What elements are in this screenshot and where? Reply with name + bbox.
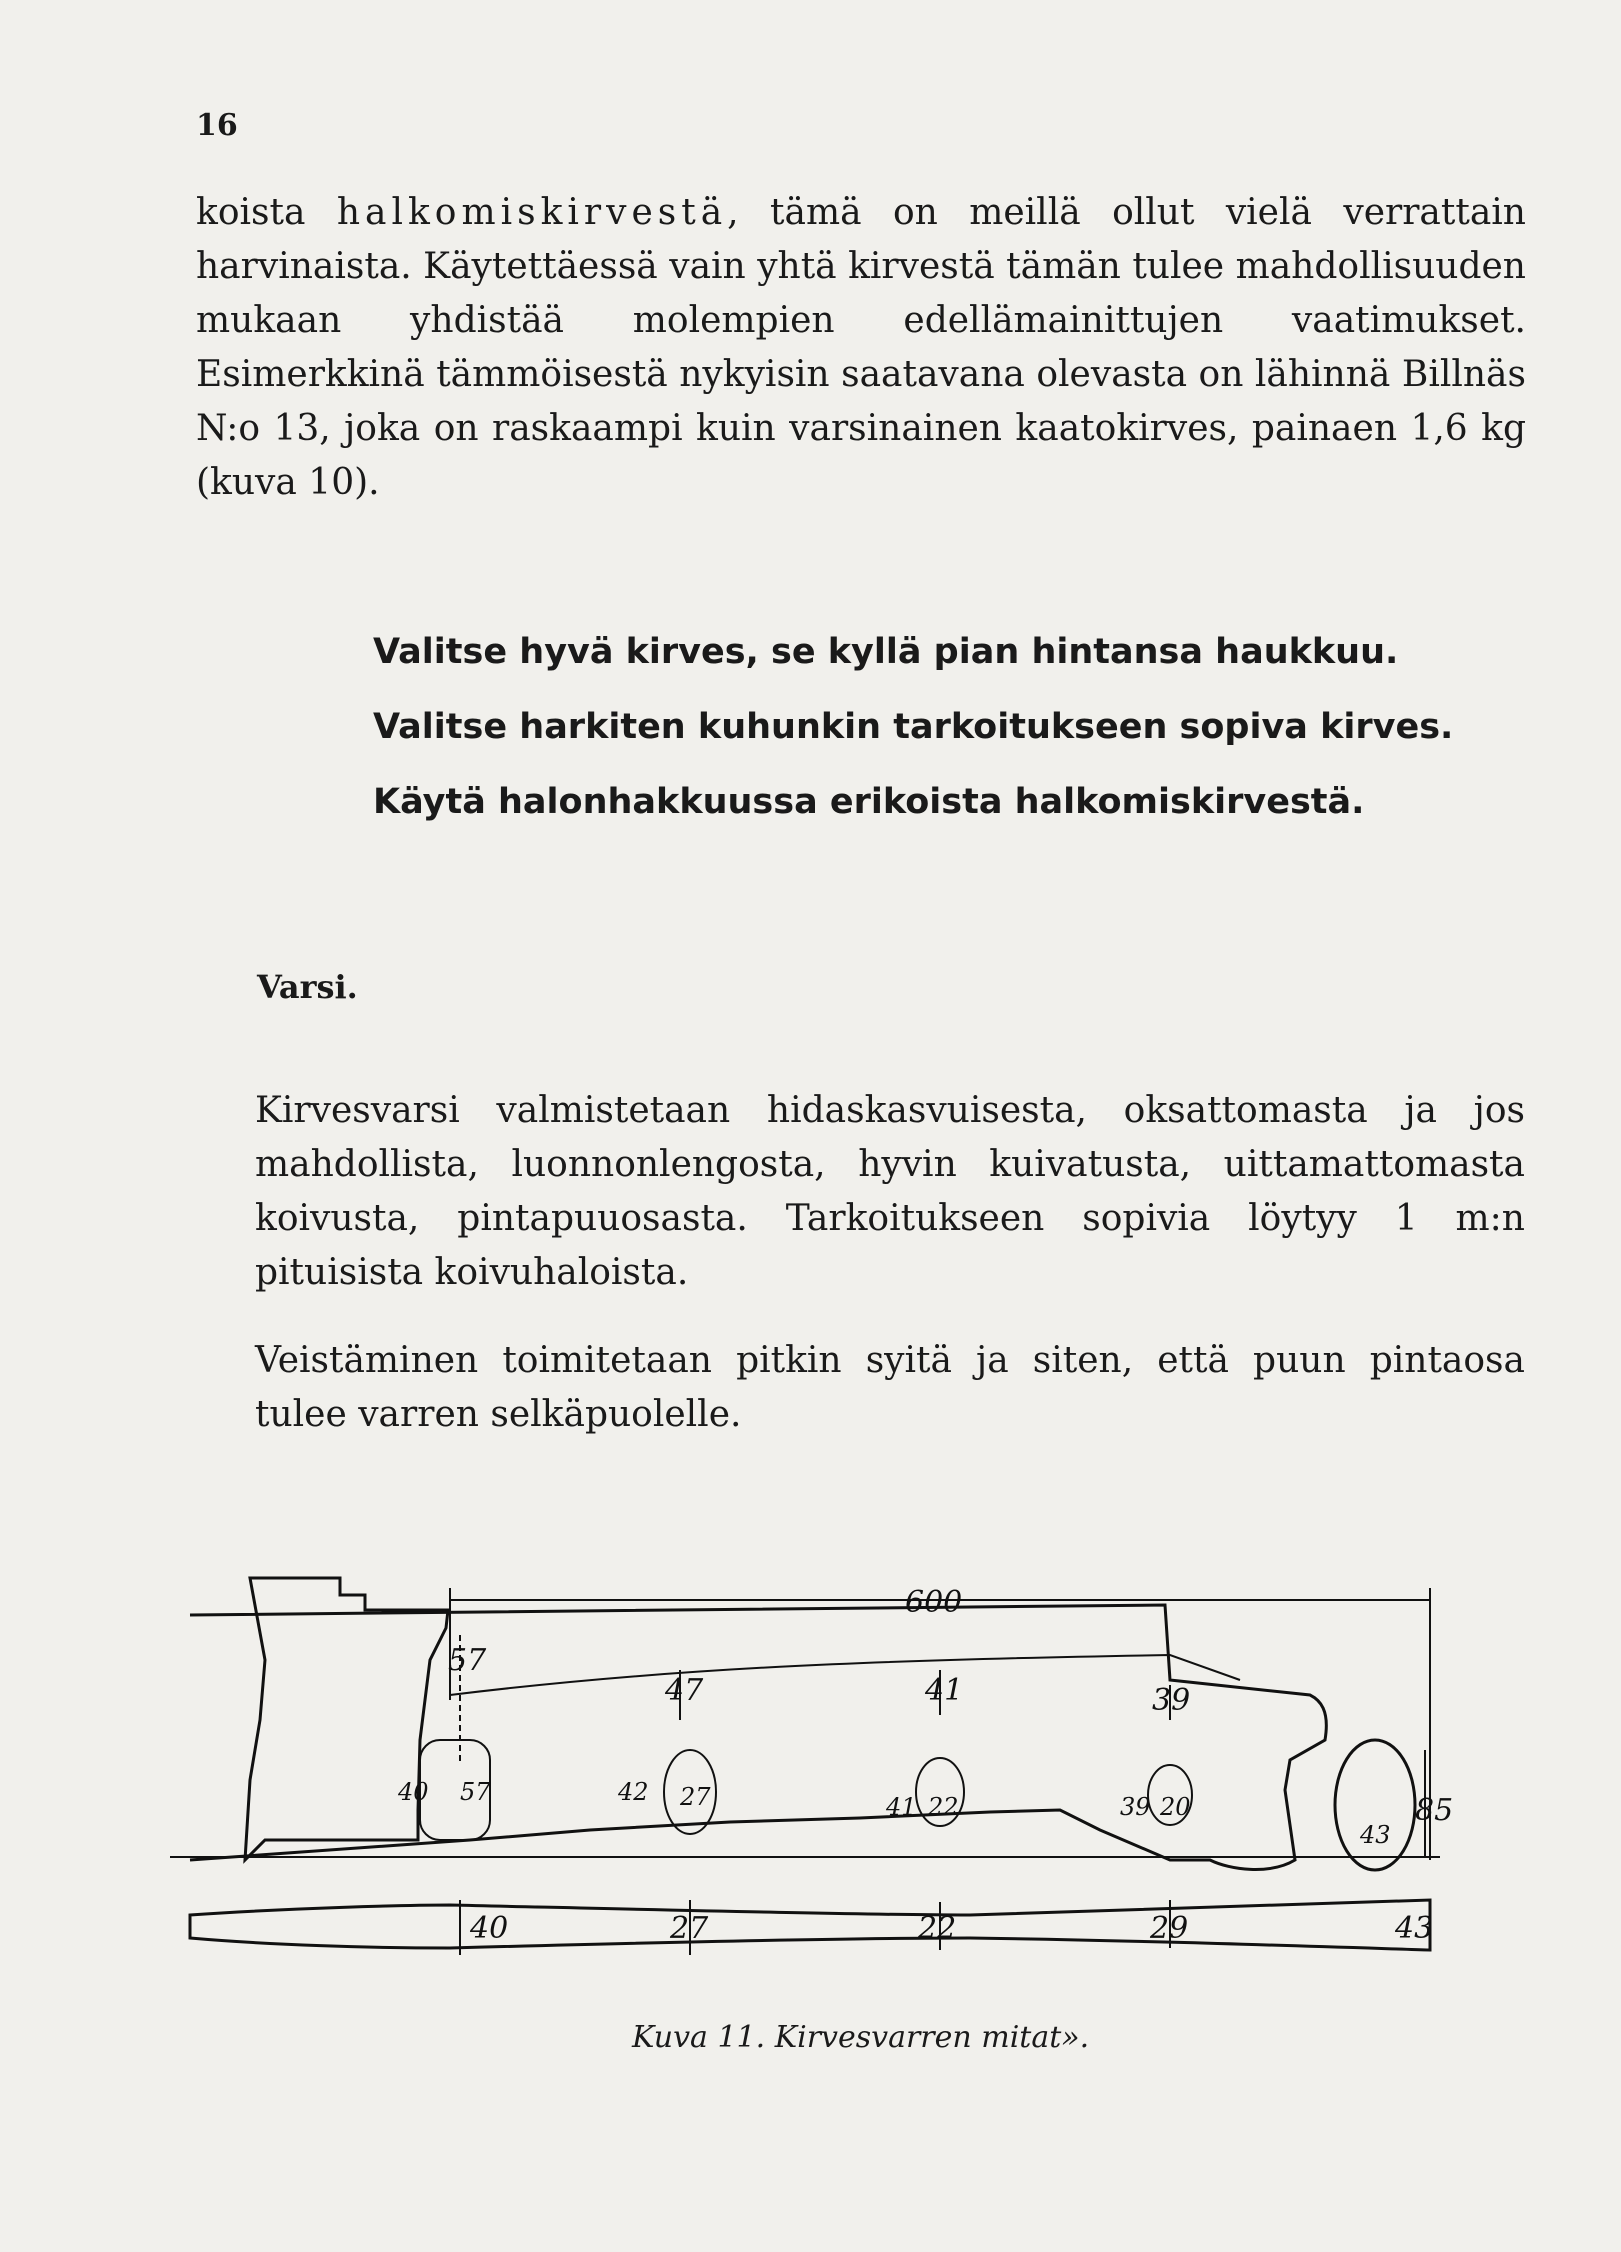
handle-back-curve: [450, 1655, 1240, 1695]
cross-width-2: 42: [618, 1778, 649, 1806]
axe-handle-figure: [170, 1560, 1470, 1990]
motto-line: Valitse hyvä kirves, se kyllä pian hintansa haukkuu.: [373, 632, 1399, 672]
handle-bottom-outline: [190, 1900, 1430, 1950]
cross-height-4: 20: [1160, 1793, 1191, 1821]
length-label: 600: [905, 1585, 963, 1620]
motto-line: Valitse harkiten kuhunkin tarkoitukseen sopiva kirves.: [373, 707, 1454, 747]
intro-text: , tämä on meillä ollut vielä verrattain harvinaista. Käytettäessä vain yhtä kirvestä tämän tulee mahdollisuuden mukaan yhdistää molempien edellämainittujen vaatimukset. Esimerkkinä tämmöisestä nykyisin saatavana olevasta on lähinnä Billnäs N:o 13, joka on raskaampi kuin varsinainen kaatokirves, painaen 1,6 kg (kuva 10).: [196, 192, 1526, 503]
handle-end-section: [1335, 1740, 1415, 1870]
cross-height-1: 57: [460, 1778, 491, 1806]
intro-paragraph: [196, 186, 1526, 510]
height-label-2: 47: [665, 1673, 704, 1708]
cross-width-1: 40: [398, 1778, 429, 1806]
cross-width-5: 43: [1360, 1821, 1391, 1849]
bottom-width-4: 29: [1150, 1911, 1189, 1946]
cross-width-4: 39: [1120, 1793, 1151, 1821]
height-label-4: 39: [1152, 1683, 1191, 1718]
axe-head-outline: [245, 1578, 448, 1860]
motto-line: Käytä halonhakkuussa erikoista halkomiskirvestä.: [373, 782, 1365, 822]
height-label-1: 57: [448, 1643, 487, 1678]
page-number: 16: [196, 108, 238, 143]
intro-lead: koista: [196, 192, 337, 233]
intro-spaced-term: halkomiskirvestä: [336, 192, 728, 233]
bottom-width-3: 22: [918, 1911, 957, 1946]
bottom-width-5: 43: [1395, 1911, 1434, 1946]
section-heading: Varsi.: [257, 968, 358, 1006]
motto-block: [373, 615, 1454, 840]
figure-caption: Kuva 11. Kirvesvarren mitat».: [632, 2020, 1090, 2055]
bottom-width-2: 27: [670, 1911, 709, 1946]
varsi-paragraph-1: Kirvesvarsi valmistetaan hidaskasvuisesta, oksattomasta ja jos mahdollista, luonnonlengosta, hyvin kuivatusta, uittamattomasta koivusta, pintapuuosasta. Tarkoitukseen sopivia löytyy 1 m:n pituisista koivuhaloista.: [255, 1090, 1525, 1293]
varsi-paragraph-2: Veistäminen toimitetaan pitkin syitä ja siten, että puun pintaosa tulee varren selkäpuolelle.: [255, 1340, 1525, 1435]
cross-width-3: 41: [886, 1793, 917, 1821]
axe-handle-drawing: [170, 1560, 1470, 1990]
handle-side-outline: [190, 1605, 1326, 1869]
cross-height-2: 27: [680, 1783, 711, 1811]
height-label-3: 41: [925, 1673, 964, 1708]
cross-height-3: 22: [928, 1793, 959, 1821]
height-label-5: 85: [1415, 1793, 1454, 1828]
bottom-width-1: 40: [470, 1911, 509, 1946]
